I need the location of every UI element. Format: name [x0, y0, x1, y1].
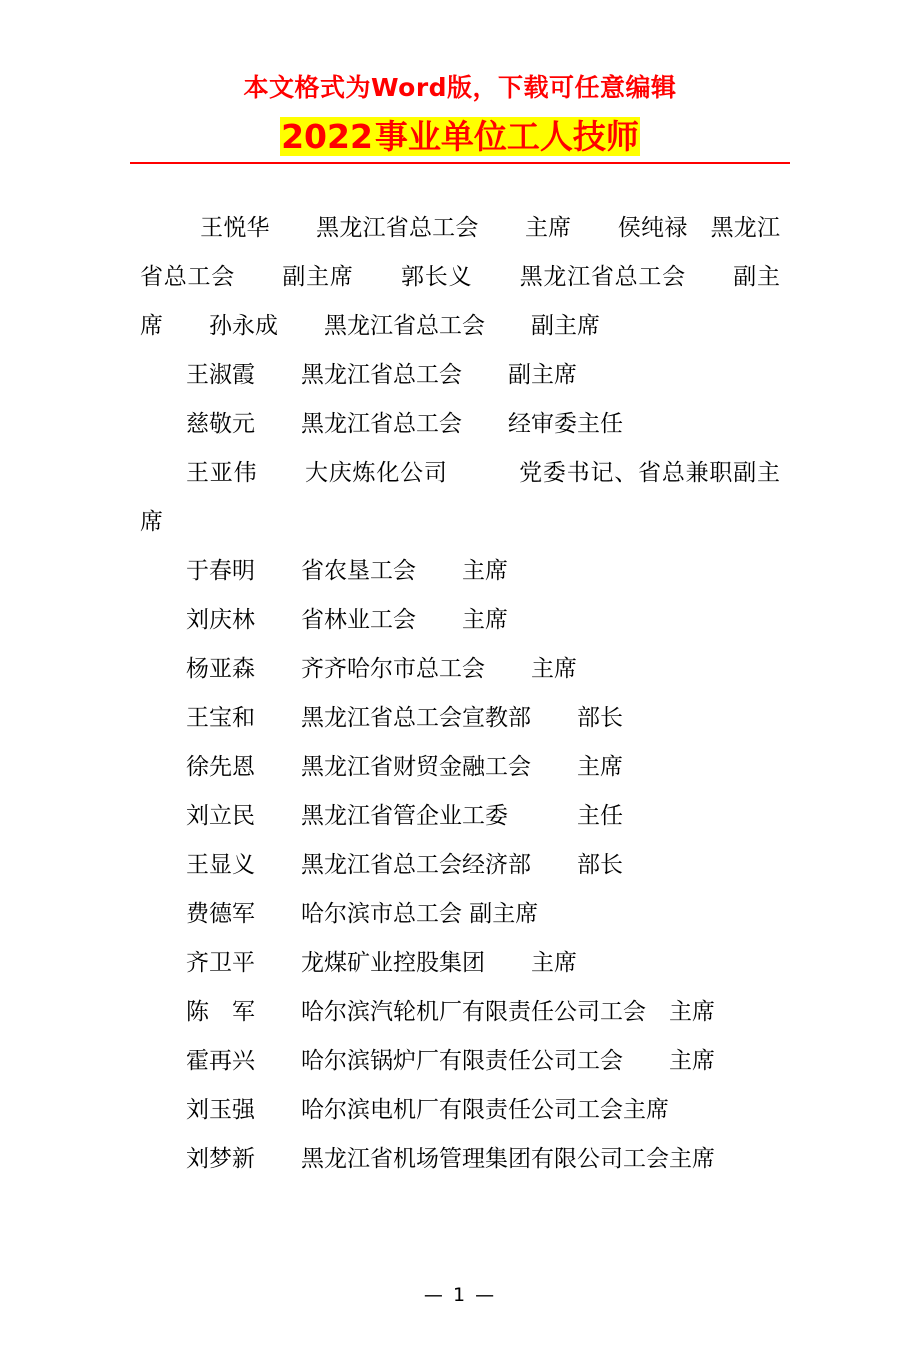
word-format-note: 本文格式为Word版，下载可任意编辑	[243, 73, 677, 102]
body-line: 费德军 哈尔滨市总工会 副主席	[186, 900, 539, 927]
body-line: 王显义 黑龙江省总工会经济部 部长	[186, 851, 623, 878]
title-year: 2022	[281, 117, 373, 156]
body-line: 杨亚森 齐齐哈尔市总工会 主席	[186, 655, 577, 682]
body-line: 齐卫平 龙煤矿业控股集团 主席	[186, 949, 577, 976]
body-line: 王亚伟 大庆炼化公司 党委书记、省总兼职副主席	[140, 459, 780, 535]
document-page	[0, 68, 920, 1370]
title-text: 事业单位工人技师	[374, 117, 639, 156]
document-body	[140, 204, 780, 1184]
body-line: 王淑霞 黑龙江省总工会 副主席	[186, 361, 577, 388]
body-line: 于春明 省农垦工会 主席	[186, 557, 508, 584]
page-title	[0, 118, 920, 156]
body-line: 王宝和 黑龙江省总工会宣教部 部长	[186, 704, 623, 731]
title-divider	[130, 162, 790, 164]
body-line: 徐先恩 黑龙江省财贸金融工会 主席	[186, 753, 623, 780]
page-number: — 1 —	[423, 1284, 497, 1306]
body-line: 刘玉强 哈尔滨电机厂有限责任公司工会主席	[186, 1096, 669, 1123]
body-line: 刘梦新 黑龙江省机场管理集团有限公司工会主席	[186, 1145, 715, 1172]
body-line: 王悦华 黑龙江省总工会 主席 侯纯禄 黑龙江省总工会 副主席 郭长义 黑龙江省总工会 副主席 孙永成 黑龙江省总工会 副主席	[140, 214, 780, 339]
body-line: 慈敬元 黑龙江省总工会 经审委主任	[186, 410, 623, 437]
body-line: 刘庆林 省林业工会 主席	[186, 606, 508, 633]
body-line: 陈 军 哈尔滨汽轮机厂有限责任公司工会 主席	[186, 998, 715, 1025]
body-line: 霍再兴 哈尔滨锅炉厂有限责任公司工会 主席	[186, 1047, 715, 1074]
body-line: 刘立民 黑龙江省管企业工委 主任	[186, 802, 623, 829]
